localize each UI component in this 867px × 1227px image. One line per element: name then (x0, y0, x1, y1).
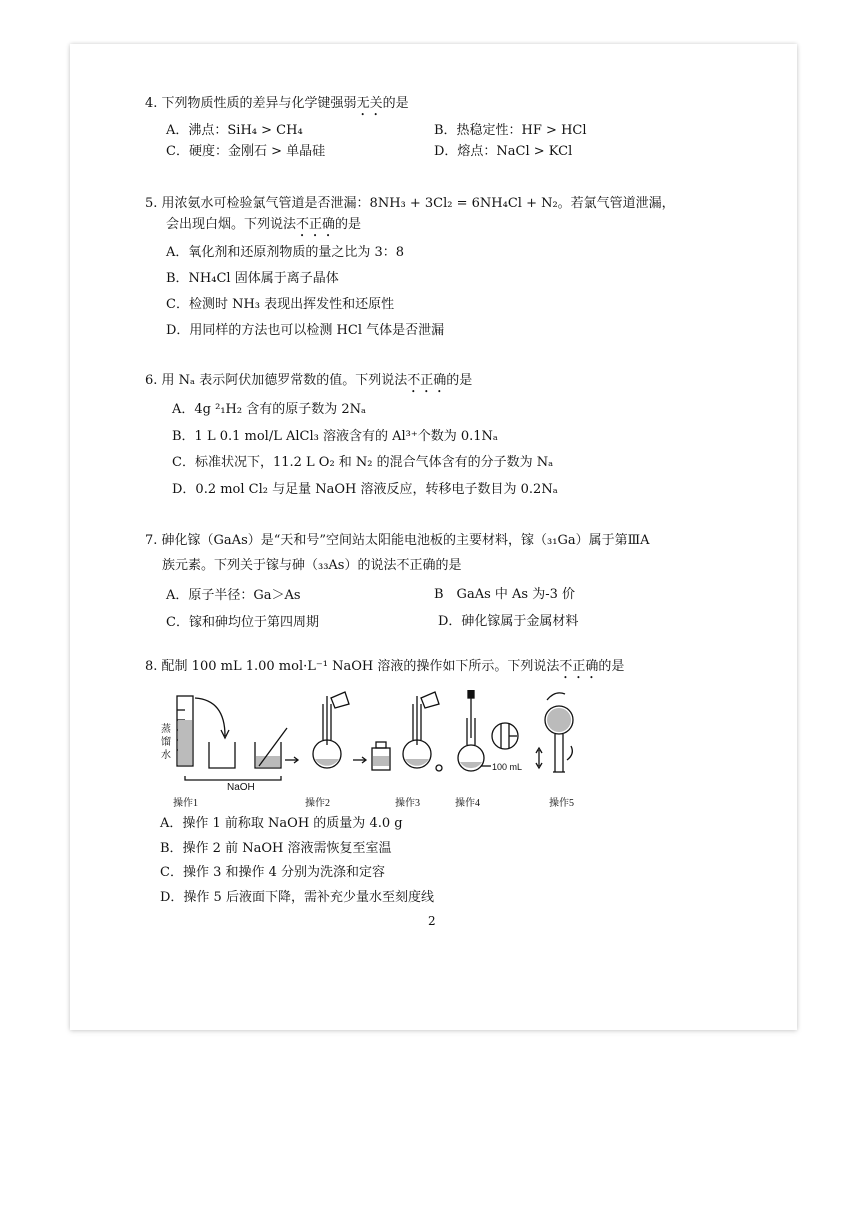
question-5-stem-line2 (166, 216, 361, 240)
q7-option-a: A．原子半径：Ga＞As (166, 588, 301, 603)
question-number: 7. (145, 533, 158, 548)
water-label-char-1: 蒸 (161, 724, 171, 735)
q4-option-d: D．熔点：NaCl > KCl (434, 144, 573, 159)
q4-option-c: C．硬度：金刚石 > 单晶硅 (166, 144, 326, 159)
stem-text-end: 的是 (382, 96, 409, 111)
beaker-empty (209, 742, 235, 768)
stem-text: 下列物质性质的差异与化学键强弱 (161, 96, 357, 111)
question-number: 8. (145, 659, 158, 674)
stem-text-end: 的是 (446, 373, 473, 388)
volumetric-flask-dropper (458, 690, 484, 771)
beaker-with-naoh (255, 728, 287, 768)
distilled-water-cylinder (177, 696, 229, 766)
step-4-label: 操作4 (455, 798, 480, 809)
q7-option-d: D．砷化镓属于金属材料 (438, 614, 579, 629)
step-2-label: 操作2 (305, 798, 330, 809)
q4-option-a: A．沸点：SiH₄ > CH₄ (166, 123, 303, 138)
naoh-label: NaOH (227, 782, 255, 793)
stem-text: 配制 100 mL 1.00 mol·L⁻¹ NaOH 溶液的操作如下所示。下列说法 (161, 659, 560, 674)
question-number: 6. (145, 373, 158, 388)
q6-option-b: B．1 L 0.1 mol/L AlCl₃ 溶液含有的 Al³⁺个数为 0.1Nₐ (172, 429, 498, 444)
step-1-label: 操作1 (173, 798, 198, 809)
q4-option-b: B．热稳定性：HF > HCl (434, 123, 587, 138)
q5-option-d: D．用同样的方法也可以检测 HCl 气体是否泄漏 (166, 323, 445, 338)
volumetric-flask-pouring (313, 692, 349, 768)
water-label-char-2: 馏 (161, 737, 171, 748)
stem-text: 砷化镓（GaAs）是“天和号”空间站太阳能电池板的主要材料，镓（₃₁Ga）属于第ⅢA (161, 533, 650, 548)
solution-preparation-figure (155, 690, 595, 810)
stem-text-end: 的是 (335, 217, 362, 232)
emphasized-text: 无关 (356, 96, 383, 111)
q5-option-c: C．检测时 NH₃ 表现出挥发性和还原性 (166, 297, 395, 312)
stem-text: 用浓氨水可检验氯气管道是否泄漏：8NH₃ + 3Cl₂ = 6NH₄Cl + N₂。若氯气管道泄漏， (161, 196, 675, 211)
question-4-stem (145, 95, 409, 119)
q8-option-a: A．操作 1 前称取 NaOH 的质量为 4.0 g (160, 816, 403, 831)
emphasized-text: 不正确 (559, 659, 599, 674)
stem-text: 会出现白烟。下列说法 (166, 217, 297, 232)
q7-option-b: B GaAs 中 As 为-3 价 (434, 587, 576, 602)
question-5-stem-line1 (145, 195, 675, 213)
question-8-stem (145, 658, 624, 682)
q5-option-a: A．氧化剂和还原剂物质的量之比为 3：8 (166, 245, 405, 260)
question-number: 4. (145, 96, 158, 111)
q6-option-a: A．4g ²₁H₂ 含有的原子数为 2Nₐ (172, 402, 367, 417)
q6-option-c: C．标准状况下，11.2 L O₂ 和 N₂ 的混合气体含有的分子数为 Nₐ (172, 455, 554, 470)
magnified-meniscus (492, 723, 518, 749)
q8-option-d: D．操作 5 后液面下降，需补充少量水至刻度线 (160, 890, 434, 905)
q7-option-c: C．镓和砷均位于第四周期 (166, 615, 319, 630)
volumetric-flask-inverting (536, 693, 573, 772)
q5-option-b: B．NH₄Cl 固体属于离子晶体 (166, 271, 339, 286)
step-5-label: 操作5 (549, 798, 574, 809)
water-label-char-3: 水 (161, 750, 171, 761)
emphasized-text: 不正确 (407, 373, 447, 388)
step-3-label: 操作3 (395, 798, 420, 809)
question-7-stem-line2: 族元素。下列关于镓与砷（₃₃As）的说法不正确的是 (162, 558, 462, 573)
q6-option-d: D．0.2 mol Cl₂ 与足量 NaOH 溶液反应，转移电子数目为 0.2Nₐ (172, 482, 558, 497)
stem-text: 用 Nₐ 表示阿伏加德罗常数的值。下列说法 (161, 373, 408, 388)
question-7-stem-line1 (145, 532, 650, 550)
volumetric-flask-washing (403, 692, 439, 768)
q8-option-c: C．操作 3 和操作 4 分别为洗涤和定容 (160, 865, 386, 880)
question-number: 5. (145, 196, 158, 211)
q8-option-b: B．操作 2 前 NaOH 溶液需恢复至室温 (160, 841, 392, 856)
question-6-stem (145, 372, 472, 396)
flask-volume-label: 100 mL (492, 762, 523, 772)
reagent-bottle (372, 742, 390, 770)
page-number: 2 (428, 914, 436, 928)
emphasized-text: 不正确 (296, 217, 336, 232)
stem-text-end: 的是 (598, 659, 625, 674)
